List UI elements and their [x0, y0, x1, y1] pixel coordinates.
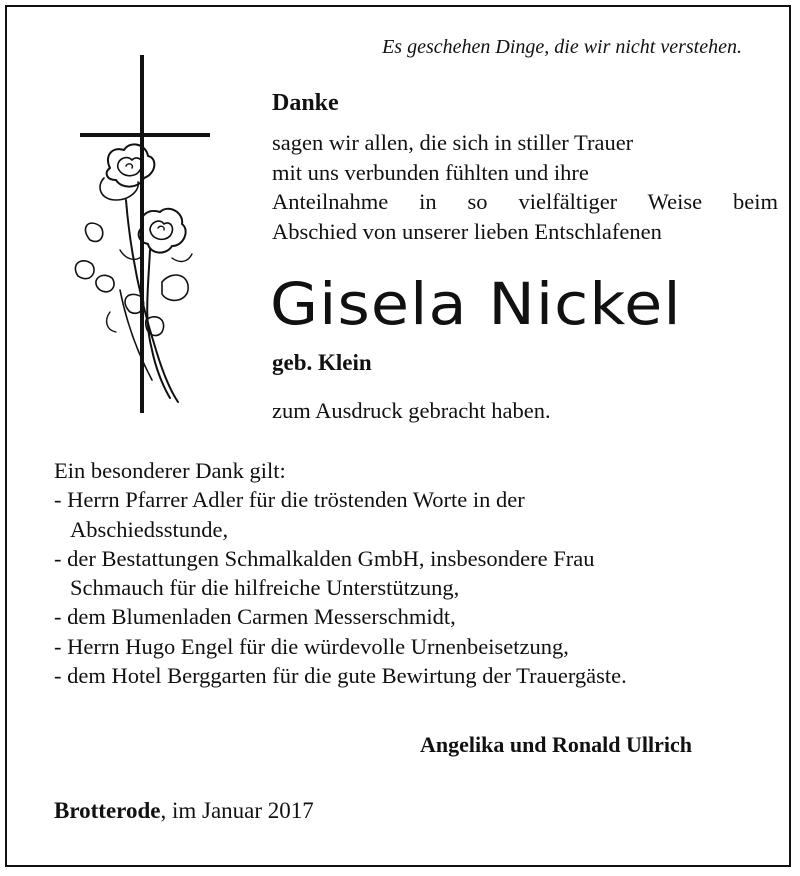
thanks-item: - der Bestattungen Schmalkalden GmbH, insbesondere Frau [54, 545, 595, 571]
intro-line: Abschied von unserer lieben Entschlafenen [272, 218, 662, 244]
motto: Es geschehen Dinge, die wir nicht verstehen. [382, 36, 742, 58]
thanks-item: - dem Blumenladen Carmen Messerschmidt, [54, 604, 456, 630]
born-name: geb. Klein [272, 350, 372, 375]
cross-with-roses-icon [60, 50, 210, 420]
intro-line: Anteilnahme in so vielfältiger Weise beim [272, 189, 778, 214]
intro-line: mit uns verbunden fühlten und ihre [272, 159, 589, 185]
signers: Angelika und Ronald Ullrich [419, 732, 692, 757]
title: Danke [272, 90, 339, 116]
deceased-name: Gisela Nickel [270, 270, 682, 338]
thanks-item: - dem Hotel Berggarten für die gute Bewirtung der Trauergäste. [54, 663, 627, 689]
date: , im Januar 2017 [160, 798, 314, 823]
thanks-item: - Herrn Pfarrer Adler für die tröstenden Worte in der [54, 487, 525, 513]
thanks-heading: Ein besonderer Dank gilt: [54, 458, 286, 483]
place-date [54, 798, 314, 824]
intro-line: sagen wir allen, die sich in stiller Trauer [272, 130, 634, 155]
place: Brotterode [54, 798, 161, 823]
thanks-item-continuation: Schmauch für die hilfreiche Unterstützung, [70, 575, 460, 601]
intro-text [272, 128, 782, 246]
thanks-item-continuation: Abschiedsstunde, [70, 516, 229, 542]
expressed-text: zum Ausdruck gebracht haben. [272, 398, 551, 423]
thanks-item: - Herrn Hugo Engel für die würdevolle Urnenbeisetzung, [54, 633, 569, 659]
thanks-section [54, 456, 784, 690]
